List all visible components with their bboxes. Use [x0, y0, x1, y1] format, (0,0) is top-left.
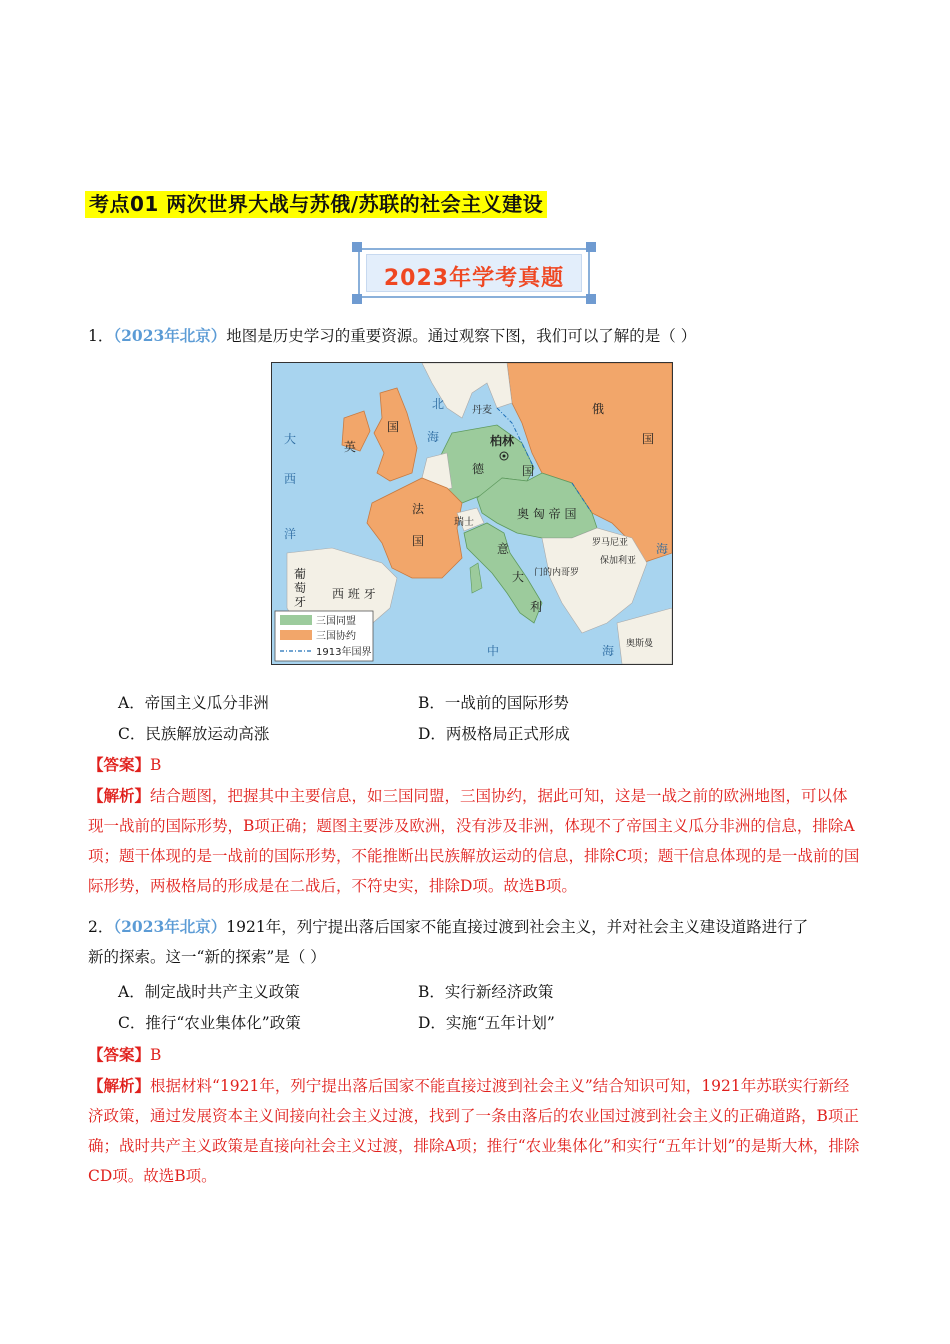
banner-box: [366, 254, 582, 292]
label-russia-1: 俄: [592, 402, 605, 416]
q1-option-b[interactable]: B．一战前的国际形势: [418, 694, 569, 712]
legend-border-1913: 1913年国界: [316, 647, 372, 658]
label-portugal-3: 牙: [294, 595, 307, 609]
answer-label: 【答案】: [88, 755, 151, 774]
legend-triple-entente: 三国协约: [316, 631, 356, 642]
q2-option-c[interactable]: C．推行“农业集体化”政策: [118, 1014, 301, 1032]
analysis-label: 【解析】: [88, 1076, 151, 1095]
banner-title: 2023年学考真题: [383, 266, 565, 291]
label-ottoman: 奥斯曼: [626, 639, 654, 649]
question-source: （2023年北京）: [113, 326, 227, 345]
label-north-sea: 北: [432, 397, 445, 411]
label-berlin: 柏林: [490, 434, 515, 448]
label-portugal-1: 葡: [294, 567, 307, 581]
answer-value: B: [150, 756, 162, 774]
label-france-1: 法: [412, 502, 425, 516]
banner-corner: [586, 242, 596, 252]
question-number: 1．: [88, 327, 114, 345]
label-spain: 西 班 牙: [332, 587, 376, 601]
label-med-1: 中: [487, 644, 500, 658]
label-russia-2: 国: [642, 432, 655, 446]
label-portugal-2: 萄: [294, 581, 307, 595]
label-bulgaria: 保加利亚: [600, 556, 637, 566]
label-britain-2: 国: [387, 420, 400, 434]
label-italy-3: 利: [530, 600, 543, 614]
question-number: 2．: [88, 918, 114, 936]
legend-triple-alliance: 三国同盟: [316, 616, 356, 627]
q1-answer: [88, 750, 863, 780]
question-2-stem: [88, 912, 863, 972]
banner-corner: [352, 294, 362, 304]
banner-corner: [352, 242, 362, 252]
label-italy-1: 意: [497, 542, 510, 556]
analysis-text: 根据材料“1921年，列宁提出落后国家不能直接过渡到社会主义”结合知识可知，1921年苏联实行新经济政策，通过发展资本主义间接向社会主义过渡，找到了一条由落后的农业国过渡到社会主义的正确道路，B项正确；战时共产主义政策是直接向社会主义过渡，排除A项；推行“农业集体化”和实行“五年计划”的是斯大林，排除CD项。故选B项。: [88, 1077, 860, 1185]
q2-option-b[interactable]: B．实行新经济政策: [418, 983, 554, 1001]
label-atlantic-3: 洋: [284, 527, 297, 541]
label-med-2: 海: [602, 644, 615, 658]
label-baltic: 海: [427, 430, 440, 444]
analysis-label: 【解析】: [88, 786, 151, 805]
europe-map-1913: [271, 362, 673, 665]
label-italy-2: 大: [512, 570, 525, 584]
label-switzerland: 瑞士: [454, 517, 474, 528]
label-montenegro: 门的内哥罗: [534, 568, 580, 578]
banner-corner: [586, 294, 596, 304]
legend-swatch-alliance: [280, 615, 312, 625]
q1-option-a[interactable]: A．帝国主义瓜分非洲: [118, 694, 269, 712]
q1-option-d[interactable]: D．两极格局正式形成: [418, 725, 570, 743]
label-atlantic-2: 西: [284, 472, 297, 486]
question-text: 1921年，列宁提出落后国家不能直接过渡到社会主义，并对社会主义建设道路进行了: [226, 918, 809, 936]
answer-value: B: [150, 1046, 162, 1064]
legend-swatch-entente: [280, 630, 312, 640]
label-britain-1: 英: [344, 440, 357, 454]
label-germany-2: 国: [522, 464, 535, 478]
question-source: （2023年北京）: [113, 917, 227, 936]
q2-analysis: [88, 1071, 863, 1191]
answer-label: 【答案】: [88, 1045, 151, 1064]
berlin-marker-dot: [503, 455, 506, 458]
label-atlantic-1: 大: [284, 432, 297, 446]
label-romania: 罗马尼亚: [592, 538, 629, 548]
q1-option-c[interactable]: C．民族解放运动高涨: [118, 725, 270, 743]
q2-option-d[interactable]: D．实施“五年计划”: [418, 1014, 555, 1032]
question-text: 地图是历史学习的重要资源。通过观察下图，我们可以了解的是（ ）: [226, 327, 697, 345]
question-text-cont: 新的探索。这一“新的探索”是（ ）: [88, 948, 326, 966]
label-austria-hungary: 奥 匈 帝 国: [517, 507, 577, 521]
section-title: 考点01 两次世界大战与苏俄/苏联的社会主义建设: [85, 191, 547, 218]
label-black-sea: 海: [656, 542, 669, 556]
exam-banner: [352, 242, 596, 304]
q2-answer: [88, 1040, 863, 1070]
label-denmark: 丹麦: [472, 405, 492, 416]
question-1-stem: [88, 321, 863, 351]
analysis-text: 结合题图，把握其中主要信息，如三国同盟，三国协约，据此可知，这是一战之前的欧洲地图，可以体现一战前的国际形势，B项正确；题图主要涉及欧洲，没有涉及非洲，体现不了帝国主义瓜分非洲的信息，排除A项；题干体现的是一战前的国际形势，不能推断出民族解放运动的信息，排除C项；题干信息体现的是一战前的国际形势，两极格局的形成是在二战后，不符史实，排除D项。故选B项。: [88, 787, 860, 895]
q1-analysis: [88, 781, 863, 901]
label-france-2: 国: [412, 534, 425, 548]
label-germany-1: 德: [472, 462, 485, 476]
q2-option-a[interactable]: A．制定战时共产主义政策: [118, 983, 300, 1001]
